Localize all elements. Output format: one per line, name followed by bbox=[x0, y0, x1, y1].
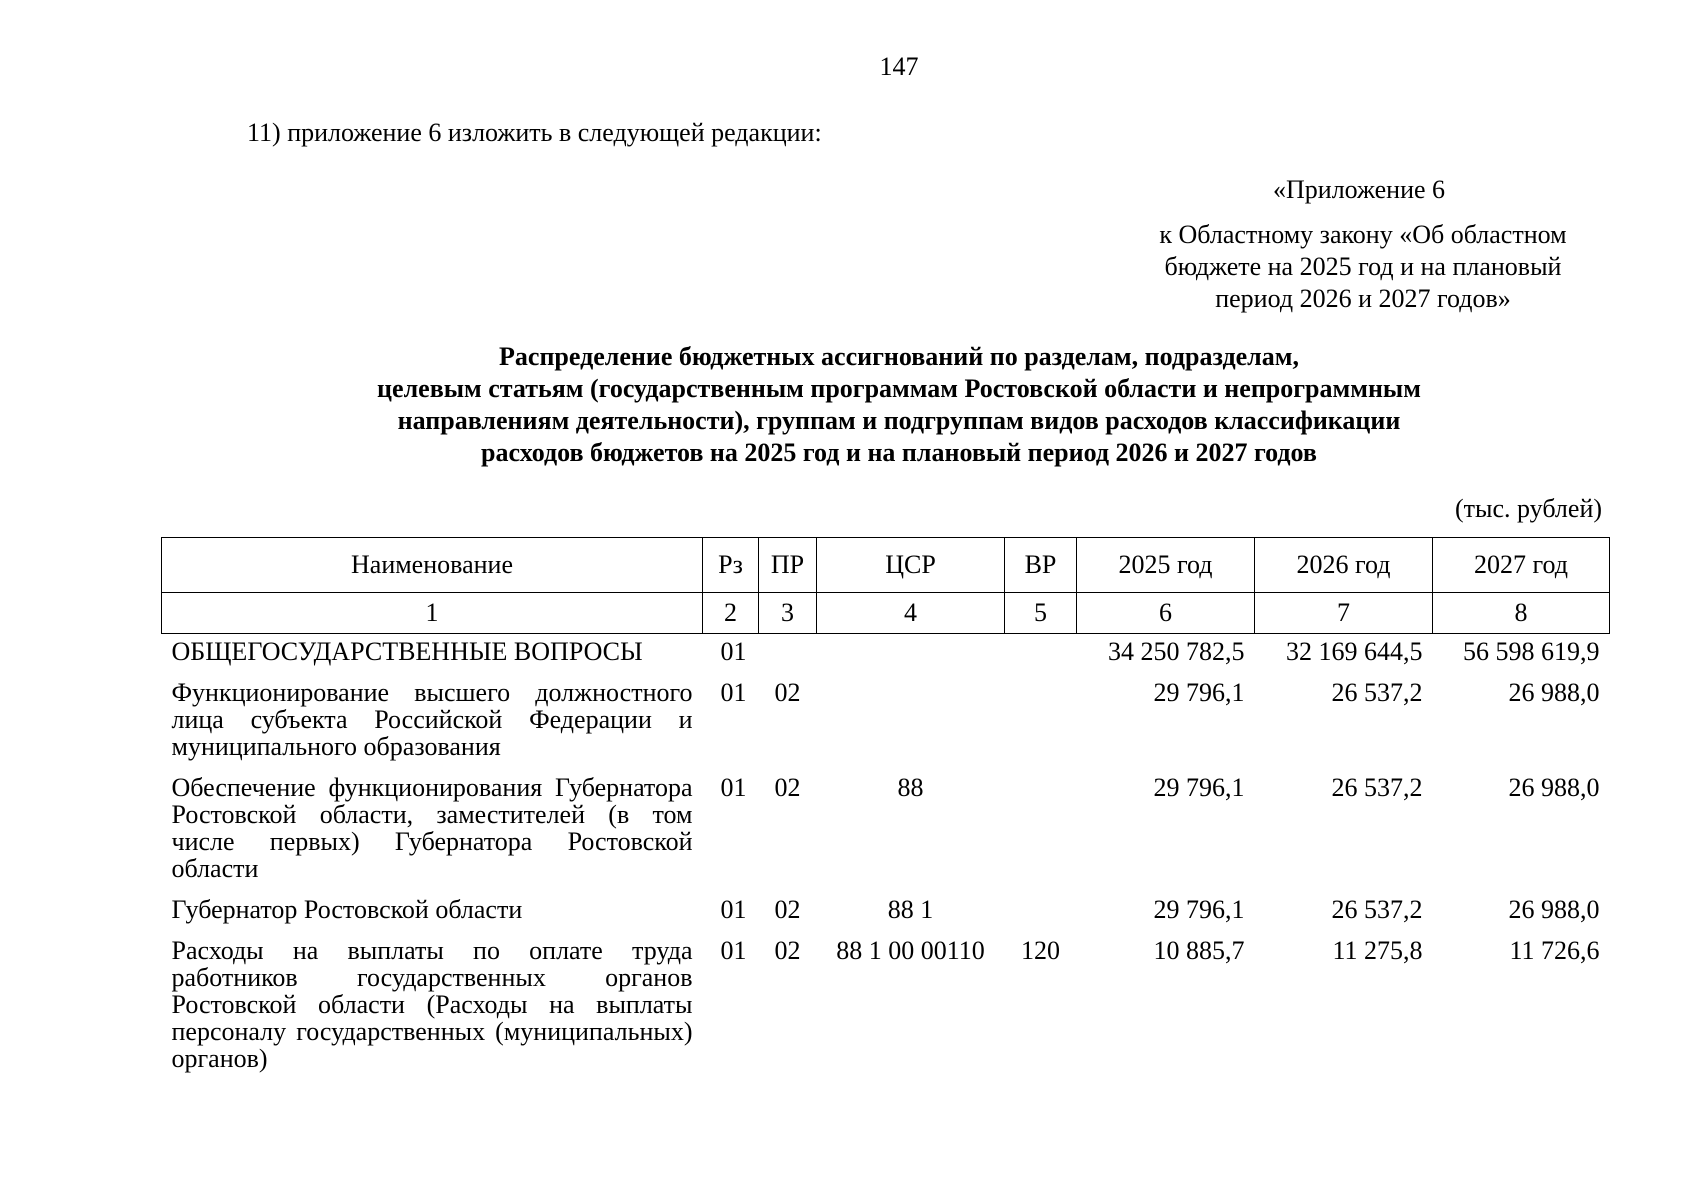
table-row bbox=[162, 675, 1610, 770]
row-2027: 26 988,0 bbox=[1508, 678, 1600, 707]
row-rz: 01 bbox=[720, 773, 747, 802]
row-2025: 34 250 782,5 bbox=[1108, 637, 1245, 666]
appendix-reference-line: период 2026 и 2027 годов» bbox=[1215, 284, 1511, 313]
row-2026: 26 537,2 bbox=[1331, 773, 1423, 802]
header-csr: ЦСР bbox=[817, 538, 1005, 593]
table-row bbox=[162, 770, 1610, 892]
header-pr: ПР bbox=[759, 538, 817, 593]
table-row bbox=[162, 892, 1610, 933]
row-2027: 26 988,0 bbox=[1508, 773, 1600, 802]
column-number: 6 bbox=[1077, 593, 1255, 634]
document-title bbox=[250, 341, 1548, 469]
row-2025: 29 796,1 bbox=[1153, 678, 1245, 707]
header-vr: ВР bbox=[1005, 538, 1077, 593]
header-rz: Рз bbox=[703, 538, 759, 593]
row-vr bbox=[1005, 675, 1077, 770]
appendix-title: «Приложение 6 bbox=[1273, 175, 1446, 204]
row-csr bbox=[817, 675, 1005, 770]
row-csr: 88 1 00 00110 bbox=[836, 936, 985, 965]
header-2026: 2026 год bbox=[1255, 538, 1433, 593]
row-pr: 02 bbox=[774, 773, 801, 802]
column-number: 5 bbox=[1005, 593, 1077, 634]
row-rz: 01 bbox=[720, 637, 747, 666]
row-vr bbox=[1005, 892, 1077, 933]
row-pr: 02 bbox=[774, 678, 801, 707]
row-2026: 26 537,2 bbox=[1331, 678, 1423, 707]
row-2026: 32 169 644,5 bbox=[1286, 637, 1423, 666]
row-2025: 29 796,1 bbox=[1153, 773, 1245, 802]
column-number-row bbox=[162, 593, 1610, 634]
appendix-reference bbox=[1130, 219, 1596, 315]
header-2025: 2025 год bbox=[1077, 538, 1255, 593]
document-title-line: целевым статьям (государственным программам Ростовской области и непрограммным bbox=[377, 374, 1421, 403]
row-name: Расходы на выплаты по оплате труда работников государственных органов Ростовской области (Расходы на выплаты персоналу государственных (муниципальных) органов) bbox=[171, 936, 693, 1073]
page-number: 147 bbox=[879, 52, 919, 81]
row-pr: 02 bbox=[774, 936, 801, 965]
appendix-reference-line: к Областному закону «Об областном bbox=[1159, 220, 1567, 249]
row-2026: 26 537,2 bbox=[1331, 895, 1423, 924]
appendix-reference-line: бюджете на 2025 год и на плановый bbox=[1164, 252, 1562, 281]
document-title-line: расходов бюджетов на 2025 год и на плановый период 2026 и 2027 годов bbox=[481, 438, 1317, 467]
units-label: (тыс. рублей) bbox=[1455, 494, 1603, 523]
header-2027: 2027 год bbox=[1433, 538, 1610, 593]
row-csr: 88 1 bbox=[887, 895, 934, 924]
header-name: Наименование bbox=[162, 538, 703, 593]
budget-table bbox=[161, 537, 1610, 1072]
table-header-row bbox=[162, 538, 1610, 593]
table-row bbox=[162, 634, 1610, 676]
row-vr: 120 bbox=[1021, 936, 1060, 965]
row-vr bbox=[1005, 634, 1077, 676]
row-name: ОБЩЕГОСУДАРСТВЕННЫЕ ВОПРОСЫ bbox=[171, 637, 643, 666]
document-title-line: направлениям деятельности), группам и подгруппам видов расходов классификации bbox=[397, 406, 1401, 435]
row-rz: 01 bbox=[720, 678, 747, 707]
row-pr bbox=[759, 634, 817, 676]
row-csr: 88 bbox=[897, 773, 924, 802]
table-row bbox=[162, 933, 1610, 1072]
row-name: Обеспечение функционирования Губернатора Ростовской области, заместителей (в том числе первых) Губернатора Ростовской области bbox=[171, 773, 693, 883]
row-pr: 02 bbox=[774, 895, 801, 924]
column-number: 7 bbox=[1255, 593, 1433, 634]
row-2025: 29 796,1 bbox=[1153, 895, 1245, 924]
column-number: 4 bbox=[817, 593, 1005, 634]
row-vr bbox=[1005, 770, 1077, 892]
document-title-line: Распределение бюджетных ассигнований по разделам, подразделам, bbox=[499, 342, 1299, 371]
row-csr bbox=[817, 634, 1005, 676]
row-name: Губернатор Ростовской области bbox=[171, 895, 523, 924]
row-rz: 01 bbox=[720, 895, 747, 924]
intro-text: 11) приложение 6 изложить в следующей редакции: bbox=[247, 118, 822, 147]
row-2027: 56 598 619,9 bbox=[1463, 637, 1600, 666]
row-2025: 10 885,7 bbox=[1153, 936, 1245, 965]
row-2027: 11 726,6 bbox=[1509, 936, 1600, 965]
column-number: 1 bbox=[162, 593, 703, 634]
column-number: 8 bbox=[1433, 593, 1610, 634]
row-2026: 11 275,8 bbox=[1332, 936, 1423, 965]
row-rz: 01 bbox=[720, 936, 747, 965]
column-number: 3 bbox=[759, 593, 817, 634]
column-number: 2 bbox=[703, 593, 759, 634]
row-2027: 26 988,0 bbox=[1508, 895, 1600, 924]
row-name: Функционирование высшего должностного лица субъекта Российской Федерации и муниципального образования bbox=[171, 678, 693, 761]
